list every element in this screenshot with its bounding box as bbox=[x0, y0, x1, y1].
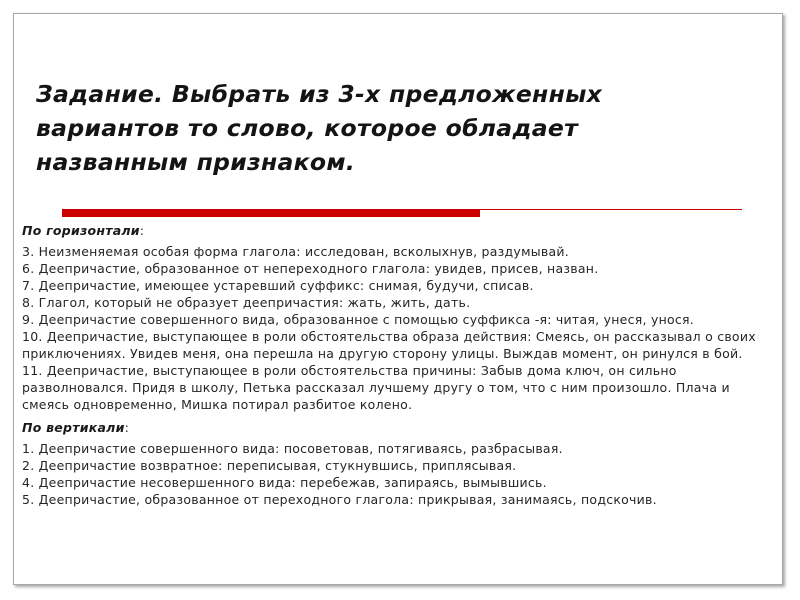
clue-item: 4. Деепричастие несовершенного вида: перебежав, запираясь, вымывшись. bbox=[22, 475, 547, 490]
horizontal-heading bbox=[22, 222, 777, 239]
clue-item: 2. Деепричастие возвратное: переписывая, стукнувшись, приплясывая. bbox=[22, 458, 517, 473]
clue-item: 7. Деепричастие, имеющее устаревший суффикс: снимая, будучи, списав. bbox=[22, 278, 534, 293]
vertical-heading-label: По вертикали bbox=[22, 420, 125, 435]
clue-item: 10. Деепричастие, выступающее в роли обстоятельства образа действия: Смеясь, он рассказывал о своих приключениях. Увидев меня, она перешла на другую сторону улицы. Выждав момент, он ринулся в бой. bbox=[22, 329, 756, 361]
title-line: Задание. Выбрать из 3-х предложенных bbox=[36, 80, 603, 108]
clue-item: 9. Деепричастие совершенного вида, образованное с помощью суффикса -я: читая, унеся, унося. bbox=[22, 312, 695, 327]
accent-line bbox=[480, 209, 742, 210]
heading-colon: : bbox=[124, 420, 130, 435]
clue-item: 3. Неизменяемая особая форма глагола: исследован, всколыхнув, раздумывай. bbox=[22, 244, 569, 259]
vertical-heading bbox=[22, 419, 777, 436]
horizontal-heading-label: По горизонтали bbox=[22, 223, 140, 238]
clue-item: 5. Деепричастие, образованное от переходного глагола: прикрывая, занимаясь, подскочив. bbox=[22, 492, 657, 507]
slide-content bbox=[22, 222, 777, 508]
slide-title bbox=[36, 77, 736, 179]
clue-item: 6. Деепричастие, образованное от непереходного глагола: увидев, присев, назван. bbox=[22, 261, 599, 276]
accent-bar bbox=[62, 209, 480, 217]
title-line: вариантов то слово, которое обладает bbox=[36, 114, 579, 142]
clue-item: 8. Глагол, который не образует деепричастия: жать, жить, дать. bbox=[22, 295, 471, 310]
heading-colon: : bbox=[139, 223, 145, 238]
clue-item: 1. Деепричастие совершенного вида: посоветовав, потягиваясь, разбрасывая. bbox=[22, 441, 563, 456]
clue-item: 11. Деепричастие, выступающее в роли обстоятельства причины: Забыв дома ключ, он сильно разволновался. Придя в школу, Петька рассказал лучшему другу о том, что с ним произошло. Плача и смеясь одновременно, Мишка потирал разбитое колено. bbox=[22, 363, 730, 412]
title-line: названным признаком. bbox=[36, 148, 356, 176]
